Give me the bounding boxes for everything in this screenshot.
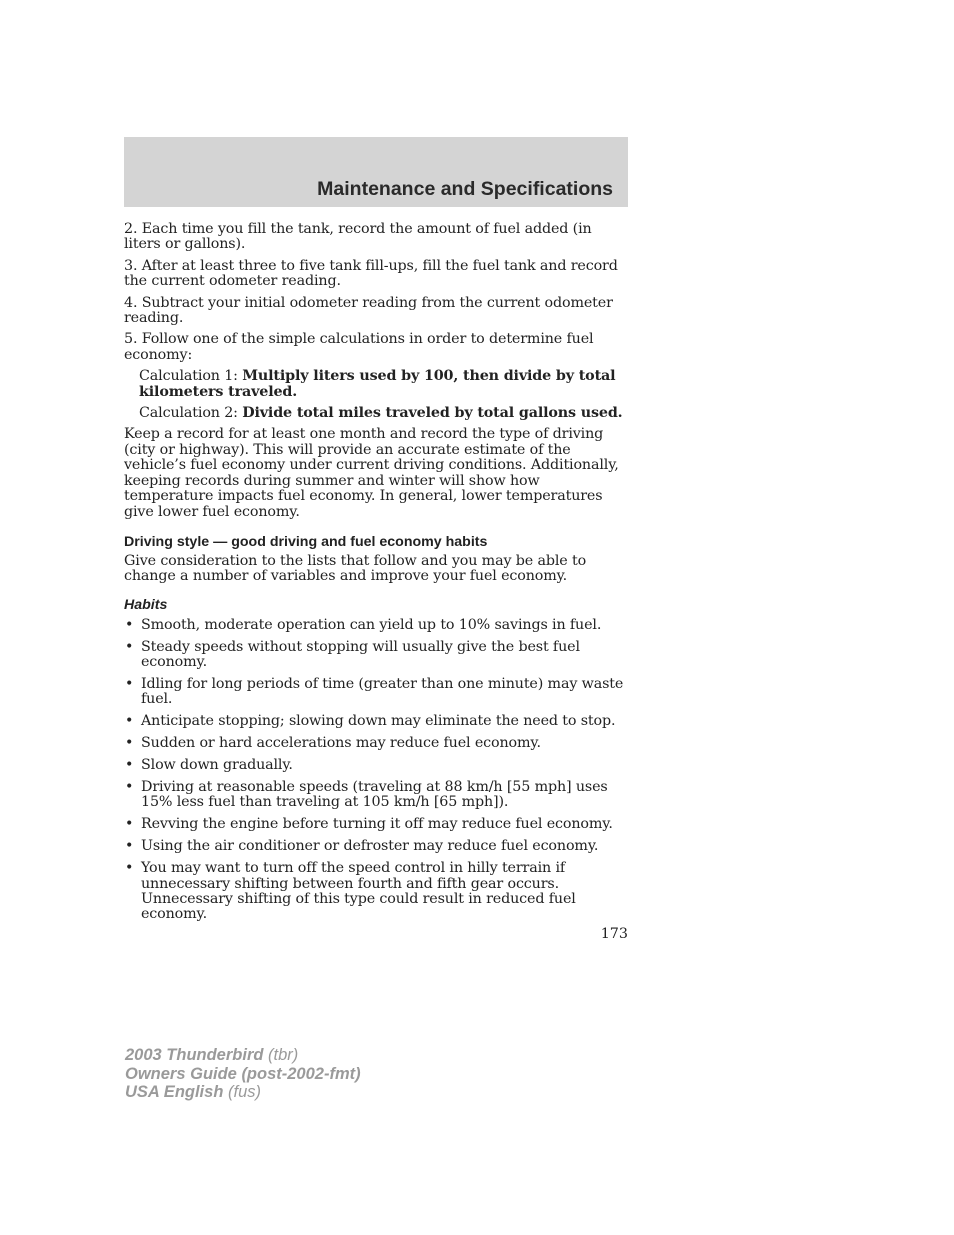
footer-line-2 bbox=[125, 1065, 361, 1084]
footer-line-1 bbox=[125, 1046, 361, 1065]
calculation-1 bbox=[139, 369, 630, 400]
step-3: 3. After at least three to five tank fill-ups, fill the fuel tank and record the current odometer reading. bbox=[124, 257, 618, 290]
list-item bbox=[124, 618, 630, 633]
calculation-2 bbox=[139, 406, 630, 421]
calculation-2-text: Divide total miles traveled by total gallons used. bbox=[242, 405, 623, 422]
document-footer bbox=[125, 1046, 361, 1102]
list-item bbox=[124, 714, 630, 729]
footer-language-code: (fus) bbox=[223, 1083, 261, 1101]
list-item bbox=[124, 817, 630, 832]
list-item bbox=[124, 839, 630, 854]
bullet-icon: • bbox=[125, 638, 134, 655]
page-content bbox=[124, 222, 630, 929]
list-item-text: Sudden or hard accelerations may reduce fuel economy. bbox=[141, 735, 541, 752]
habits-heading: Habits bbox=[124, 596, 168, 613]
bullet-icon: • bbox=[125, 713, 134, 730]
bullet-icon: • bbox=[125, 757, 134, 774]
list-item-text: Steady speeds without stopping will usually give the best fuel economy. bbox=[141, 638, 580, 671]
step-5: 5. Follow one of the simple calculations in order to determine fuel economy: bbox=[124, 331, 594, 363]
list-item bbox=[124, 758, 630, 773]
list-item-text: You may want to turn off the speed control in hilly terrain if unnecessary shifting between fourth and fifth gear occurs. Unnecessary shifting of this type could result in reduced fuel economy. bbox=[141, 860, 576, 923]
footer-line-3 bbox=[125, 1083, 361, 1102]
list-item bbox=[124, 677, 630, 708]
calculation-1-text: Multiply liters used by 100, then divide by total kilometers traveled. bbox=[139, 368, 616, 400]
footer-model-code: (tbr) bbox=[263, 1046, 299, 1064]
bullet-icon: • bbox=[125, 778, 134, 795]
bullet-icon: • bbox=[125, 860, 134, 877]
driving-style-heading: Driving style — good driving and fuel economy habits bbox=[124, 533, 488, 550]
driving-style-intro: Give consideration to the lists that follow and you may be able to change a number of variables and improve your fuel economy. bbox=[124, 552, 587, 585]
list-item-text: Slow down gradually. bbox=[141, 757, 293, 774]
section-header-band bbox=[124, 137, 628, 207]
list-item-text: Idling for long periods of time (greater than one minute) may waste fuel. bbox=[141, 675, 624, 708]
list-item bbox=[124, 861, 630, 923]
bullet-icon: • bbox=[125, 838, 134, 855]
habits-list bbox=[124, 618, 630, 923]
list-item-text: Smooth, moderate operation can yield up to 10% savings in fuel. bbox=[141, 616, 602, 633]
calculation-2-label: Calculation 2: bbox=[139, 405, 243, 422]
step-4: 4. Subtract your initial odometer reading from the current odometer reading. bbox=[124, 294, 613, 327]
list-item bbox=[124, 780, 630, 811]
list-item-text: Driving at reasonable speeds (traveling at 88 km/h [55 mph] uses 15% less fuel than traveling at 105 km/h [65 mph]). bbox=[141, 778, 608, 811]
list-item-text: Revving the engine before turning it off may reduce fuel economy. bbox=[141, 816, 613, 833]
footer-model: 2003 Thunderbird bbox=[125, 1046, 264, 1064]
section-title: Maintenance and Specifications bbox=[317, 178, 613, 200]
bullet-icon: • bbox=[125, 675, 134, 692]
calculation-1-label: Calculation 1: bbox=[139, 368, 243, 385]
bullet-icon: • bbox=[125, 616, 134, 633]
footer-language: USA English bbox=[125, 1083, 224, 1101]
bullet-icon: • bbox=[125, 816, 134, 833]
step-2: 2. Each time you fill the tank, record the amount of fuel added (in liters or gallons). bbox=[124, 221, 592, 253]
footer-guide: Owners Guide (post-2002-fmt) bbox=[125, 1064, 361, 1083]
page-number: 173 bbox=[600, 926, 628, 942]
bullet-icon: • bbox=[125, 735, 134, 752]
list-item bbox=[124, 736, 630, 751]
list-item bbox=[124, 640, 630, 671]
list-item-text: Using the air conditioner or defroster may reduce fuel economy. bbox=[141, 838, 599, 855]
record-paragraph: Keep a record for at least one month and record the type of driving (city or highway). This will provide an accurate estimate of the vehicle’s fuel economy under current driving conditions. Additionally, keeping records during summer and winter will show how temperature impacts fuel economy. In general, lower temperatures give lower fuel economy. bbox=[124, 426, 619, 520]
list-item-text: Anticipate stopping; slowing down may eliminate the need to stop. bbox=[141, 713, 616, 730]
